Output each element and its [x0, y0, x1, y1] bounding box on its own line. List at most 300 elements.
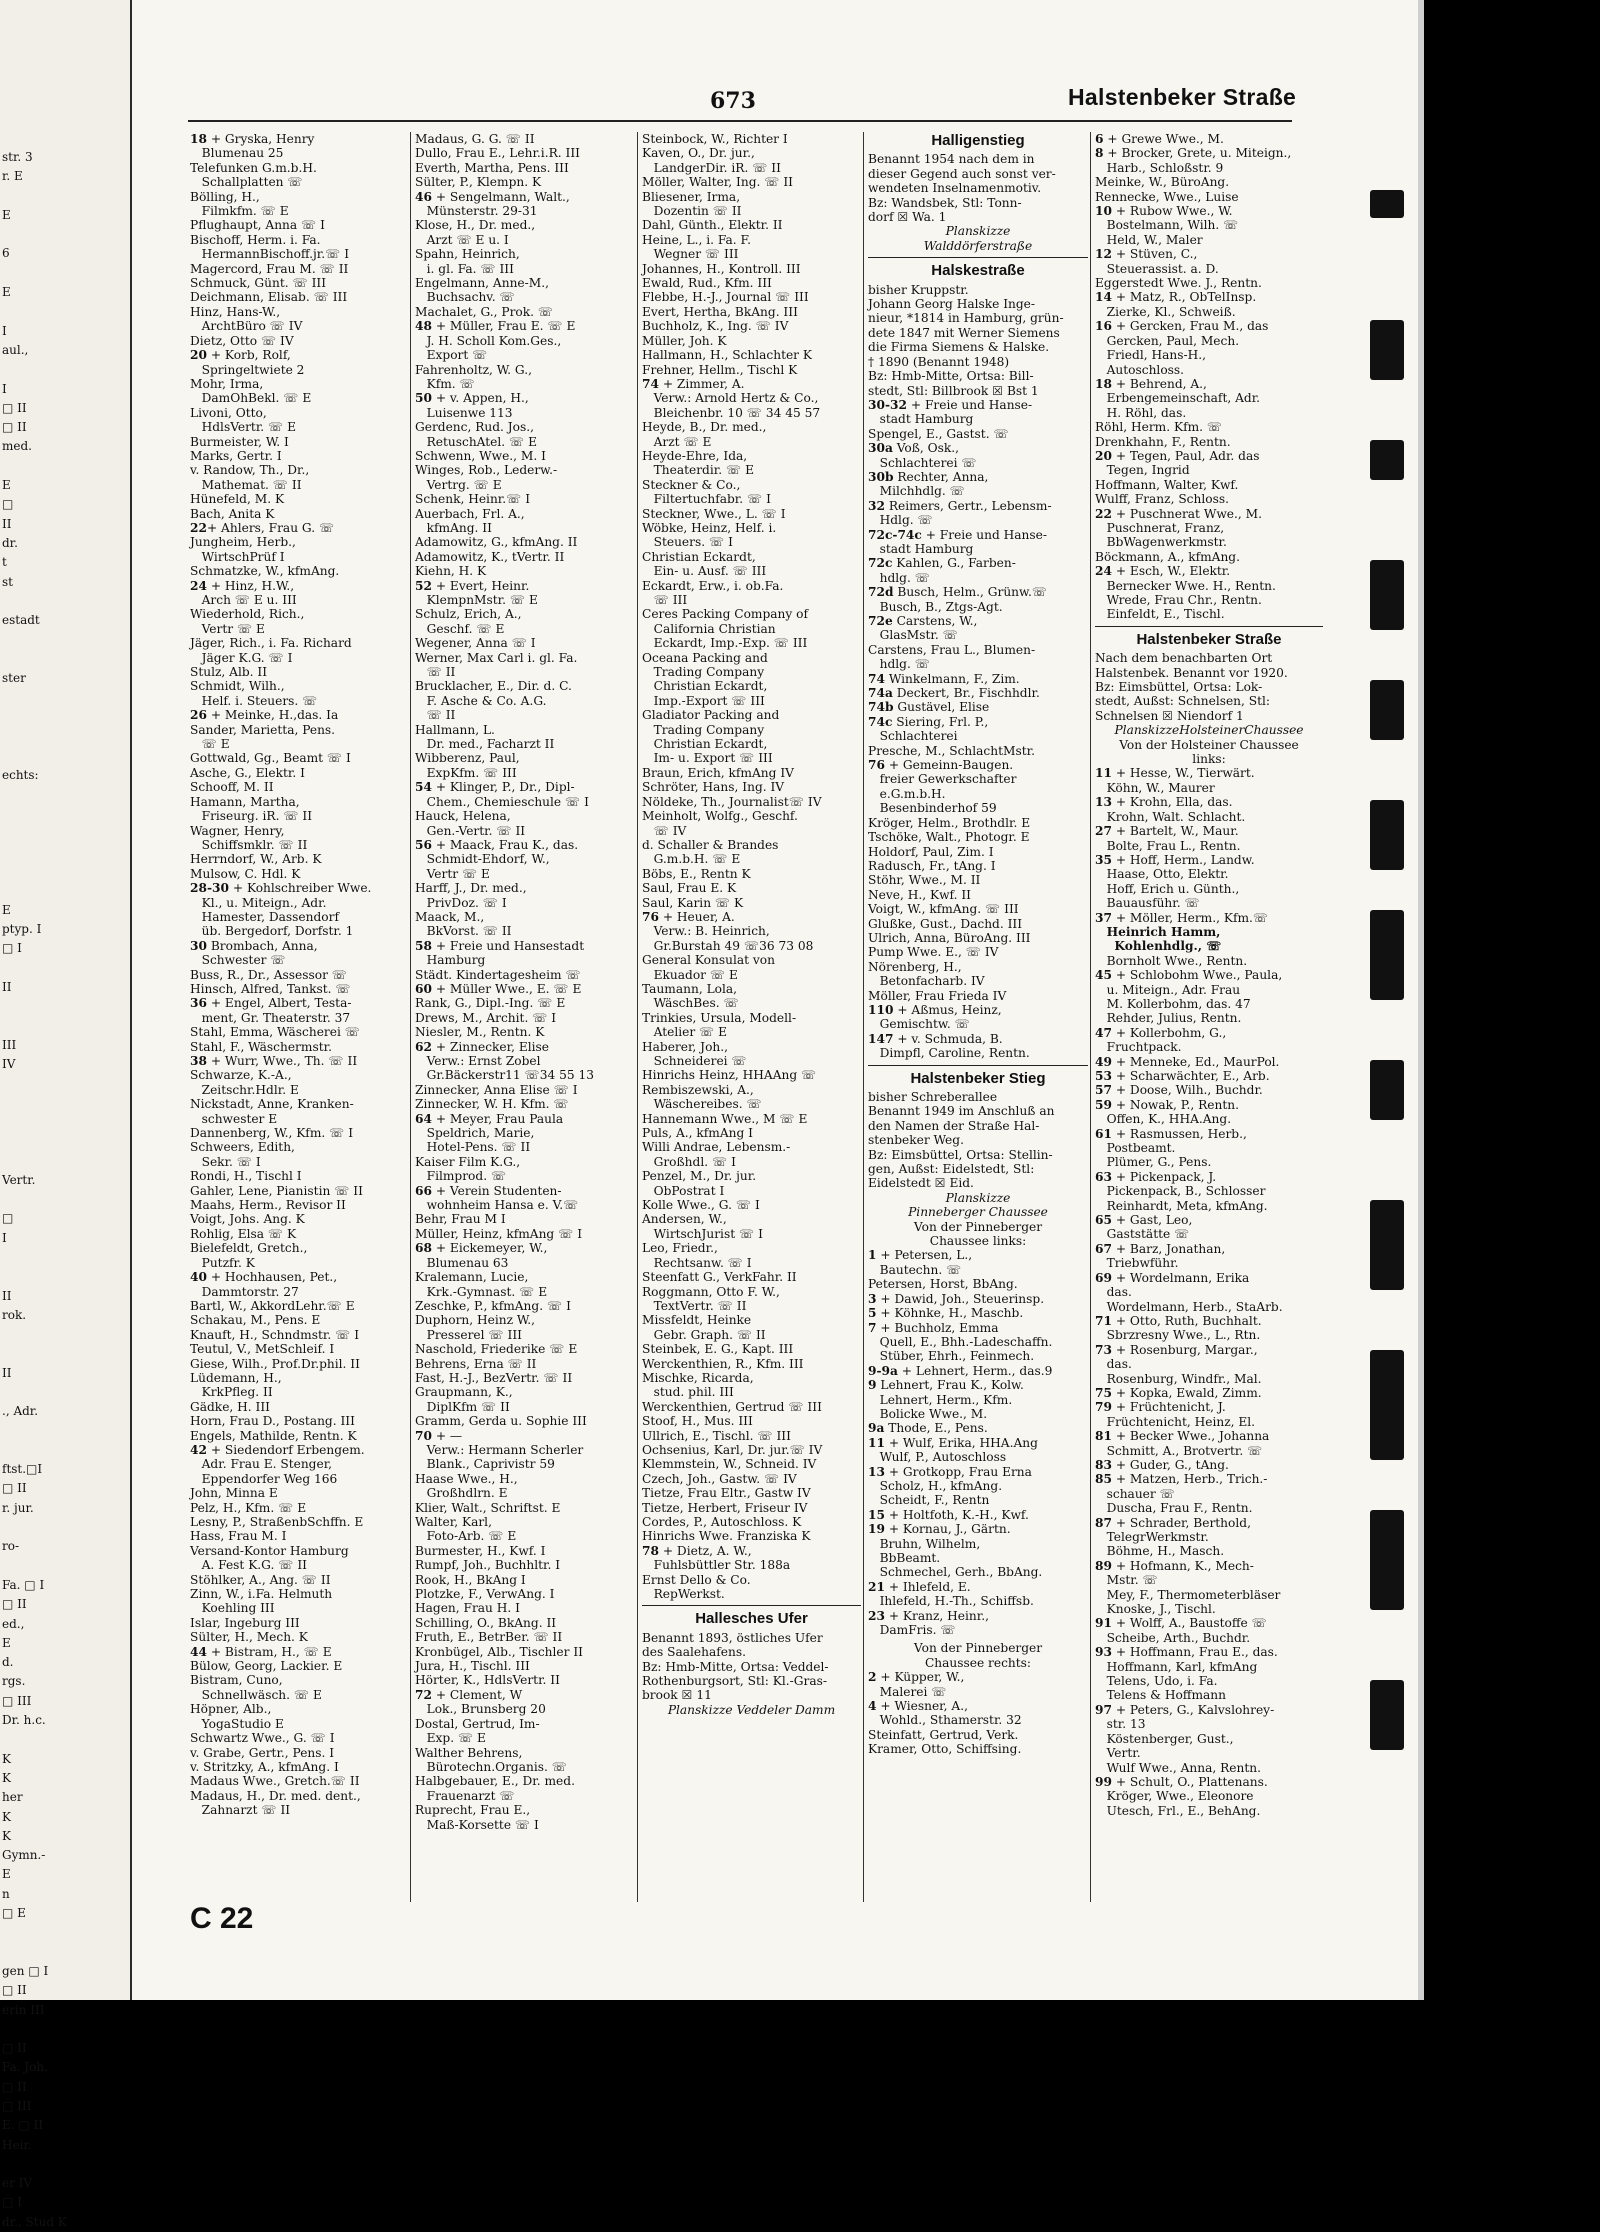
section-title-hallesches-ufer: Hallesches Ufer: [695, 1610, 808, 1628]
previous-page-lines-line: □ II: [2, 1983, 27, 1998]
column-3-entries-line: ☏ IV: [642, 823, 687, 838]
column-2-entries-line: Gerdenc, Rud. Jos.,: [415, 420, 535, 435]
column-2-entries-line: Drews, M., Archit. ☏ I: [415, 1010, 557, 1025]
section-entries-halstenbeker-strasse-line: 65 + Gast, Leo,: [1095, 1213, 1193, 1228]
previous-page-lines-line: □ III: [2, 1693, 32, 1708]
previous-page-lines-line: [0, 1151, 130, 1170]
section-entries-halskestrasse-line: GlasMstr. ☏: [868, 628, 958, 643]
previous-page-lines-line: □: [2, 497, 14, 512]
thumb-index-edge: [1370, 120, 1418, 2000]
section-entries-halskestrasse-line: 72d Busch, Helm., Grünw.☏: [868, 585, 1048, 600]
column-1-entries-line: schwester E: [190, 1111, 278, 1126]
previous-page-lines-line: [0, 2020, 130, 2039]
column-2-entries-line: Wibberenz, Paul,: [415, 751, 520, 766]
section-entries-halstenbeker-strasse-line: 91 + Wolff, A., Baustoffe ☏: [1095, 1616, 1267, 1631]
column-3-entries-line: Fuhlsbüttler Str. 188a: [642, 1558, 791, 1573]
section-entries-halskestrasse-line: Möller, Frau Frieda IV: [868, 988, 1007, 1003]
column-1-entries-line: Filmkfm. ☏ E: [190, 204, 289, 219]
column-2-entries-line: 50 + v. Appen, H.,: [415, 391, 529, 406]
section-entries-halstenbeker-strasse-line: 13 + Krohn, Ella, das.: [1095, 795, 1233, 810]
column-3-entries-line: Wöbke, Heinz, Helf. i.: [642, 520, 777, 535]
column-2-entries-line: Großhdlrn. E: [415, 1486, 508, 1501]
section-entries-halstenbeker-strasse-line: 99 + Schult, O., Plattenans.: [1095, 1774, 1268, 1789]
section-entries-halstenbeker-strasse-line: Wulf Wwe., Anna, Rentn.: [1095, 1760, 1261, 1775]
column-3-entries-line: Möller, Walter, Ing. ☏ II: [642, 175, 793, 190]
previous-page-lines-line: [0, 862, 130, 881]
column-2-entries-line: Schmidt-Ehdorf, W.,: [415, 852, 550, 867]
section-entries-halskestrasse-line: Schlachterei ☏: [868, 455, 977, 470]
previous-page-lines-line: Heir.: [2, 2137, 32, 2152]
section-body-halligenstieg-line: Bz: Wandsbek, Stl: Tonn-: [868, 195, 1022, 210]
column-1-entries-line: Mathemat. ☏ II: [190, 477, 302, 492]
column-5-top-entries-line: Zierke, Kl., Schweiß.: [1095, 304, 1236, 319]
column-1-entries-line: Voigt, Johs. Ang. K: [190, 1212, 305, 1227]
column-1-entries-line: Gädke, H. III: [190, 1399, 270, 1414]
section-entries-halstenbeker-stieg-left-line: 11 + Wulf, Erika, HHA.Ang: [868, 1435, 1038, 1450]
column-3-entries-line: Hinrichs Wwe. Franziska K: [642, 1529, 811, 1544]
section-entries-halskestrasse-line: Besenbinderhof 59: [868, 801, 997, 816]
previous-page-lines-line: n: [2, 1886, 10, 1901]
column-1-entries-line: Hass, Frau M. I: [190, 1529, 287, 1544]
column-2-entries-line: DiplKfm ☏ II: [415, 1399, 510, 1414]
section-entries-halstenbeker-stieg-left-line: 15 + Holtfoth, K.-H., Kwf.: [868, 1507, 1029, 1522]
section-body-hallesches-ufer-line: des Saalehafens.: [642, 1645, 746, 1660]
previous-page-lines-line: IV: [2, 1056, 16, 1071]
column-2-entries-line: Fahrenholtz, W. G.,: [415, 362, 532, 377]
section-entries-halstenbeker-strasse-line: das.: [1095, 1285, 1132, 1300]
section-entries-halstenbeker-strasse-line: Knoske, J., Tischl.: [1095, 1602, 1216, 1617]
column-1-entries-line: Höpner, Alb.,: [190, 1702, 272, 1717]
previous-page-lines-line: E. □ II: [2, 2118, 44, 2133]
section-entries-halstenbeker-strasse-line: Gaststätte ☏: [1095, 1227, 1190, 1242]
section-body-halskestrasse-line: stedt, Stl: Billbrook ☒ Bst 1: [868, 383, 1039, 398]
section-body-halligenstieg: [868, 152, 1088, 224]
column-1: [190, 132, 408, 1972]
column-2-entries-line: 52 + Evert, Heinr.: [415, 578, 530, 593]
column-3-entries-line: Braun, Erich, kfmAng IV: [642, 765, 794, 780]
section-note-halstenbeker-stieg: [868, 1191, 1088, 1220]
column-3-entries-line: Schröter, Hans, Ing. IV: [642, 780, 785, 795]
column-2-entries-line: Schulz, Erich, A.,: [415, 607, 522, 622]
previous-page-lines-line: [0, 1730, 130, 1749]
column-1-entries-line: 18 + Gryska, Henry: [190, 132, 315, 146]
column-1-entries-line: Schwester ☏: [190, 953, 286, 968]
section-entries-halskestrasse-line: Spengel, E., Gastst. ☏: [868, 426, 1009, 441]
column-3-entries-line: Trading Company: [642, 665, 765, 680]
previous-page-lines-line: □ I: [2, 941, 22, 956]
column-5-top-entries-line: Meinke, W., BüroAng.: [1095, 175, 1230, 190]
section-entries-halskestrasse-line: Ulrich, Anna, BüroAng. III: [868, 930, 1031, 945]
column-3-entries-line: Großhdl. ☏ I: [642, 1154, 736, 1169]
column-1-entries-line: DamOhBekl. ☏ E: [190, 391, 312, 406]
column-1-entries-line: Hamester, Dassendorf: [190, 909, 339, 924]
section-entries-halstenbeker-strasse-line: schauer ☏: [1095, 1486, 1175, 1501]
column-1-entries-line: Schmuck, Günt. ☏ III: [190, 276, 327, 291]
section-entries-halstenbeker-stieg-left-line: Bruhn, Wilhelm,: [868, 1536, 981, 1551]
section-entries-halstenbeker-strasse-line: Köhn, W., Maurer: [1095, 780, 1215, 795]
column-2-entries-line: 48 + Müller, Frau E. ☏ E: [415, 319, 576, 334]
column-5-top-entries-line: Hoffmann, Walter, Kwf.: [1095, 477, 1239, 492]
previous-page-lines-line: K: [2, 1809, 11, 1824]
column-1-entries-line: Islar, Ingeburg III: [190, 1615, 300, 1630]
column-1-entries-line: Jäger, Rich., i. Fa. Richard: [190, 636, 352, 651]
column-3-entries-line: Verw.: B. Heinrich,: [642, 924, 770, 939]
section-body-halskestrasse-line: Bz: Hmb-Mitte, Ortsa: Bill-: [868, 369, 1034, 384]
section-entries-halskestrasse-line: Dimpfl, Caroline, Rentn.: [868, 1046, 1030, 1061]
column-2-entries-line: Frauenarzt ☏: [415, 1788, 515, 1803]
column-2-entries-line: Foto-Arb. ☏ E: [415, 1529, 517, 1544]
column-3-entries-line: Saul, Karin ☏ K: [642, 895, 744, 910]
section-entries-halskestrasse-line: Gemischtw. ☏: [868, 1017, 970, 1032]
column-1-entries-line: Nickstadt, Anne, Kranken-: [190, 1097, 354, 1112]
section-entries-halstenbeker-strasse-line: Früchtenicht, Heinz, El.: [1095, 1414, 1256, 1429]
column-1-entries-line: Herrndorf, W., Arb. K: [190, 852, 322, 867]
section-entries-halstenbeker-strasse-line: 81 + Becker Wwe., Johanna: [1095, 1429, 1270, 1444]
section-entries-halstenbeker-strasse-line: 75 + Kopka, Ewald, Zimm.: [1095, 1385, 1262, 1400]
section-entries-halstenbeker-stieg-right-line: Wohld., Sthamerstr. 32: [868, 1713, 1022, 1728]
section-entries-halstenbeker-strasse-line: M. Kollerbohm, das. 47: [1095, 996, 1251, 1011]
column-2-entries-line: Presserel ☏ III: [415, 1327, 522, 1342]
column-2-entries-line: 46 + Sengelmann, Walt.,: [415, 189, 570, 204]
section-entries-halstenbeker-strasse-line: 87 + Schrader, Berthold,: [1095, 1515, 1251, 1530]
running-head-street: Halstenbeker Straße: [1068, 84, 1297, 110]
column-2-entries-line: Städt. Kindertagesheim ☏: [415, 967, 581, 982]
column-1-entries-line: Stahl, F., Wäschermstr.: [190, 1039, 332, 1054]
column-2-entries-line: Burmester, H., Kwf. I: [415, 1543, 546, 1558]
section-entries-halstenbeker-stieg-left-line: DamFris. ☏: [868, 1623, 956, 1638]
column-5: [1095, 132, 1323, 1972]
column-1-entries-line: Zahnarzt ☏ II: [190, 1803, 291, 1818]
column-1-entries-line: Schwarze, K.-A.,: [190, 1068, 292, 1083]
section-entries-halskestrasse-line: 74 Winkelmann, F., Zim.: [868, 671, 1020, 686]
column-1-entries-line: ment, Gr. Theaterstr. 37: [190, 1010, 351, 1025]
column-1-entries-line: 40 + Hochhausen, Pet.,: [190, 1270, 338, 1285]
column-3-entries-line: Dozentin ☏ II: [642, 204, 742, 219]
header-rule: [188, 120, 1292, 122]
column-2-entries-line: Engelmann, Anne-M.,: [415, 276, 549, 291]
column-1-entries-line: Friseurg. iR. ☏ II: [190, 809, 313, 824]
column-2-entries-line: Filmprod. ☏: [415, 1169, 507, 1184]
column-2-entries-line: Kronbügel, Alb., Tischler II: [415, 1644, 583, 1659]
section-entries-halstenbeker-strasse-line: Köstenberger, Gust.,: [1095, 1731, 1234, 1746]
column-2-entries-line: PrivDoz. ☏ I: [415, 895, 507, 910]
previous-page-lines-line: [0, 2155, 130, 2174]
column-2-entries-line: Zinnecker, W. H. Kfm. ☏: [415, 1097, 569, 1112]
section-entries-halskestrasse-line: 110 + Aßmus, Heinz,: [868, 1002, 1002, 1017]
section-entries-halstenbeker-strasse-line: Telens, Udo, i. Fa.: [1095, 1674, 1218, 1689]
page-number: 673: [710, 88, 756, 114]
previous-page-lines-line: [0, 302, 130, 321]
previous-page-lines-line: rok.: [2, 1307, 27, 1322]
column-3-entries-line: General Konsulat von: [642, 953, 775, 968]
column-2-entries-line: Vertr ☏ E: [415, 866, 490, 881]
column-3-entries-line: 76 + Heuer, A.: [642, 909, 735, 924]
previous-page-lines-line: 6: [2, 246, 10, 261]
page-edge: [1418, 0, 1424, 2000]
column-2-entries: [415, 132, 635, 1832]
column-3-entries-line: Steuers. ☏ I: [642, 535, 733, 550]
column-2-entries-line: Jura, H., Tischl. III: [415, 1659, 530, 1674]
column-3-entries-line: Missfeldt, Heinke: [642, 1313, 752, 1328]
column-2-entries-line: Niesler, M., Rentn. K: [415, 1025, 545, 1040]
column-1-entries-line: Knauft, H., Schndmstr. ☏ I: [190, 1327, 360, 1342]
previous-page-lines-line: [0, 688, 130, 707]
column-2-entries-line: Rook, H., BkAng I: [415, 1572, 526, 1587]
section-entries-halstenbeker-strasse-line: Böhme, H., Masch.: [1095, 1544, 1225, 1559]
previous-page-lines-line: E: [2, 1635, 11, 1650]
column-3-entries-line: Imp.-Export ☏ III: [642, 693, 765, 708]
section-entries-halstenbeker-strasse-line: 57 + Doose, Wilh., Buchdr.: [1095, 1083, 1263, 1098]
column-2-entries-line: Kaiser Film K.G.,: [415, 1154, 521, 1169]
section-entries-halstenbeker-strasse-line: Bornholt Wwe., Rentn.: [1095, 953, 1248, 968]
column-2-entries-line: Hagen, Frau H. I: [415, 1601, 520, 1616]
column-1-entries-line: Schmidt, Wilh.,: [190, 679, 285, 694]
column-1-entries-line: Madaus, H., Dr. med. dent.,: [190, 1788, 361, 1803]
previous-page-lines-line: □ II: [2, 2041, 27, 2056]
column-2-entries-line: Wegener, Anna ☏ I: [415, 636, 536, 651]
previous-page-lines-line: er IV: [2, 2176, 33, 2191]
section-body-halstenbeker-stieg-line: Benannt 1949 im Anschluß an: [868, 1104, 1055, 1119]
column-3-entries-line: stud. phil. III: [642, 1385, 734, 1400]
column-3-entries-line: Ein- u. Ausf. ☏ III: [642, 564, 767, 579]
section-entries-halskestrasse-line: 30b Rechter, Anna,: [868, 469, 989, 484]
section-entries-halskestrasse-line: 147 + v. Schmuda, B.: [868, 1031, 1003, 1046]
column-2-entries-line: Maß-Korsette ☏ I: [415, 1817, 539, 1832]
section-entries-halstenbeker-strasse-line: 27 + Bartelt, W., Maur.: [1095, 824, 1239, 839]
previous-page-lines-line: ed.,: [2, 1616, 25, 1631]
section-entries-halskestrasse-line: 74a Deckert, Br., Fischhdlr.: [868, 686, 1040, 701]
previous-page-lines-line: Vertr.: [2, 1172, 36, 1187]
column-3-entries-line: Christian Eckardt,: [642, 679, 768, 694]
section-body-halstenbeker-stieg-line: den Namen der Straße Hal-: [868, 1118, 1040, 1133]
column-2-entries-line: Duphorn, Heinz W.,: [415, 1313, 536, 1328]
column-1-entries-line: v. Randow, Th., Dr.,: [190, 463, 310, 478]
previous-page-lines-line: [0, 1923, 130, 1942]
column-1-entries-line: Kl., u. Miteign., Adr.: [190, 895, 327, 910]
section-entries-halskestrasse-line: Voigt, W., kfmAng. ☏ III: [868, 902, 1019, 917]
section-entries-halstenbeker-strasse-line: Bolte, Frau L., Rentn.: [1095, 838, 1241, 853]
previous-page-lines-line: [0, 650, 130, 669]
section-body-halstenbeker-stieg-line: gen, Außst: Eidelstedt, Stl:: [868, 1162, 1035, 1177]
section-sub-left-line: Chaussee links:: [929, 1234, 1027, 1249]
section-entries-halskestrasse-line: Holdorf, Paul, Zim. I: [868, 844, 994, 859]
column-2-entries-line: 62 + Zinnecker, Elise: [415, 1039, 550, 1054]
column-2-entries-line: 60 + Müller Wwe., E. ☏ E: [415, 981, 582, 996]
column-3-entries-line: Saul, Frau E. K: [642, 881, 737, 896]
column-5-top-entries-line: Harb., Schloßstr. 9: [1095, 160, 1224, 175]
column-2-entries-line: Schwenn, Wwe., M. I: [415, 448, 546, 463]
previous-page-lines-line: [0, 1248, 130, 1267]
section-sub-left-line: Von der Pinneberger: [913, 1219, 1043, 1234]
section-entries-halskestrasse-line: e.G.m.b.H.: [868, 786, 946, 801]
column-3-entries-line: Eckardt, Erw., i. ob.Fa.: [642, 578, 784, 593]
column-3-entries-line: Willi Andrae, Lebensm.-: [642, 1140, 791, 1155]
column-1-entries-line: Mohr, Irma,: [190, 376, 264, 391]
column-2-entries-line: Dr. med., Facharzt II: [415, 737, 555, 752]
column-1-entries-line: Springeltwiete 2: [190, 362, 305, 377]
column-5-top-entries-line: Autoschloss.: [1095, 362, 1185, 377]
column-3-entries-line: ObPostrat I: [642, 1183, 725, 1198]
previous-page-lines-line: rgs.: [2, 1674, 26, 1689]
column-2: [415, 132, 635, 1972]
previous-page-lines-line: □ II: [2, 1597, 27, 1612]
section-rule: [868, 257, 1088, 258]
column-2-entries-line: Zinnecker, Anna Elise ☏ I: [415, 1082, 578, 1097]
column-3-entries-line: Rechtsanw. ☏ I: [642, 1255, 752, 1270]
previous-page-lines-line: gen □ I: [2, 1963, 49, 1978]
section-entries-halstenbeker-stieg-left-line: 19 + Kornau, J., Gärtn.: [868, 1522, 1011, 1537]
previous-page-lines-line: [0, 804, 130, 823]
section-entries-halskestrasse-line: stadt Hamburg: [868, 412, 974, 427]
column-3-entries-line: Atelier ☏ E: [642, 1025, 728, 1040]
column-1-entries-line: A. Fest K.G. ☏ II: [190, 1558, 307, 1573]
section-entries-halskestrasse-line: hdlg. ☏: [868, 570, 930, 585]
section-entries-halstenbeker-strasse-line: Rosenburg, Windfr., Mal.: [1095, 1371, 1262, 1386]
section-entries-halstenbeker-strasse-line: 45 + Schlobohm Wwe., Paula,: [1095, 968, 1283, 983]
column-1-entries-line: Schmatzke, W., kfmAng.: [190, 564, 340, 579]
section-note-halligenstieg-line: Walddörferstraße: [923, 238, 1033, 253]
column-5-top-entries-line: Wulff, Franz, Schloss.: [1095, 492, 1229, 507]
column-1-entries-line: Schnellwäsch. ☏ E: [190, 1687, 322, 1702]
column-2-entries-line: Bürotechn.Organis. ☏: [415, 1759, 567, 1774]
section-entries-halstenbeker-stieg-left-line: Stüber, Ehrh., Feinmech.: [868, 1349, 1035, 1364]
previous-page-lines-line: [0, 1422, 130, 1441]
column-1-entries-line: v. Stritzky, A., kfmAng. I: [190, 1759, 339, 1774]
column-5-top-entries-line: Drenkhahn, F., Rentn.: [1095, 434, 1231, 449]
section-entries-halstenbeker-strasse: [1095, 766, 1323, 1818]
section-entries-halstenbeker-strasse-line: 63 + Pickenpack, J.: [1095, 1169, 1217, 1184]
section-entries-halskestrasse-line: Kröger, Helm., Brothdlr. E: [868, 815, 1031, 830]
previous-page-strip: [0, 0, 132, 2229]
column-2-entries-line: Graupmann, K.,: [415, 1385, 513, 1400]
column-1-entries-line: Schiffsmklr. ☏ II: [190, 837, 308, 852]
column-2-entries-line: 56 + Maack, Frau K., das.: [415, 837, 579, 852]
column-2-entries-line: 68 + Eickemeyer, W.,: [415, 1241, 548, 1256]
column-3-entries-line: Bliesener, Irma,: [642, 189, 741, 204]
column-5-top-entries-line: Eggerstedt Wwe. J., Rentn.: [1095, 276, 1262, 291]
section-entries-halskestrasse-line: 72c-74c + Freie und Hanse-: [868, 527, 1047, 542]
section-entries-halstenbeker-stieg-left-line: 13 + Grotkopp, Frau Erna: [868, 1464, 1032, 1479]
section-entries-halstenbeker-strasse-line: 35 + Hoff, Herm., Landw.: [1095, 852, 1255, 867]
column-5-top-entries-line: 12 + Stüven, C.,: [1095, 247, 1198, 262]
previous-page-lines-line: K: [2, 1770, 11, 1785]
previous-page-lines-line: I: [2, 1230, 7, 1245]
column-3-entries-line: Puls, A., kfmAng I: [642, 1126, 753, 1141]
previous-page-lines-line: II: [2, 1365, 12, 1380]
column-2-entries-line: Klose, H., Dr. med.,: [415, 218, 536, 233]
column-2-entries-line: Auerbach, Frl. A.,: [415, 506, 525, 521]
column-5-top-entries-line: 22 + Puschnerat Wwe., M.: [1095, 506, 1262, 521]
previous-page-lines-line: II: [2, 979, 12, 994]
previous-page-lines-line: □ E: [2, 1906, 26, 1921]
section-entries-halstenbeker-stieg-right-line: Malerei ☏: [868, 1684, 947, 1699]
section-entries-halskestrasse-line: 74b Gustävel, Elise: [868, 700, 990, 715]
previous-page-lines-line: □ III: [2, 2098, 32, 2113]
previous-page-lines-line: K: [2, 1751, 11, 1766]
column-2-entries-line: Plotzke, F., VerwAng. I: [415, 1587, 555, 1602]
previous-page-lines-line: r. E: [2, 169, 23, 184]
section-entries-halstenbeker-strasse-line: 71 + Otto, Ruth, Buchhalt.: [1095, 1313, 1262, 1328]
column-2-entries-line: Hamburg: [415, 953, 486, 968]
previous-page-lines-line: E: [2, 1867, 11, 1882]
section-body-hallesches-ufer-line: Benannt 1893, östliches Ufer: [642, 1630, 823, 1645]
section-entries-halstenbeker-strasse-line: Fruchtpack.: [1095, 1040, 1182, 1055]
section-body-halskestrasse-line: † 1890 (Benannt 1948): [868, 354, 1010, 369]
column-3-entries-line: Arzt ☏ E: [642, 434, 712, 449]
column-1-entries-line: 44 + Bistram, H., ☏ E: [190, 1644, 332, 1659]
column-3-entries-line: Heine, L., i. Fa. F.: [642, 232, 751, 247]
column-3-entries-line: Werckenthien, R., Kfm. III: [642, 1356, 804, 1371]
section-entries-halskestrasse-line: Milchhdlg. ☏: [868, 484, 965, 499]
column-5-top-entries-line: Steuerassist. a. D.: [1095, 261, 1219, 276]
column-2-entries-line: ExpKfm. ☏ III: [415, 765, 517, 780]
previous-page-lines-line: Gymn.-: [2, 1848, 46, 1863]
column-3-entries-line: Hannemann Wwe., M ☏ E: [642, 1111, 808, 1126]
column-2-entries-line: Haase Wwe., H.,: [415, 1471, 518, 1486]
section-entries-halskestrasse-line: Schlachterei: [868, 729, 958, 744]
column-2-entries-line: Gen.-Vertr. ☏ II: [415, 823, 526, 838]
section-body-halligenstieg-line: Benannt 1954 nach dem in: [868, 152, 1035, 167]
column-2-entries-line: Lok., Brunsberg 20: [415, 1702, 546, 1717]
section-entries-halstenbeker-strasse-line: Haase, Otto, Elektr.: [1095, 867, 1229, 882]
column-3-entries-line: Werckenthien, Gertrud ☏ III: [642, 1399, 822, 1414]
column-3-entries-line: Rembiszewski, A.,: [642, 1082, 754, 1097]
section-body-halstenbeker-stieg-line: Bz: Eimsbüttel, Ortsa: Stellin-: [868, 1147, 1053, 1162]
section-entries-halstenbeker-strasse-line: 53 + Scharwächter, E., Arb.: [1095, 1069, 1270, 1083]
previous-page-lines-line: Fa. Joh.: [2, 2060, 48, 2075]
column-1-entries-line: Bischoff, Herm. i. Fa.: [190, 232, 321, 247]
column-3-entries-line: Ernst Dello & Co.: [642, 1572, 751, 1587]
section-entries-halskestrasse-line: 76 + Gemeinn-Baugen.: [868, 758, 1014, 773]
section-entries-halstenbeker-stieg-right-line: 2 + Küpper, W.,: [868, 1670, 965, 1685]
column-1-entries-line: Buss, R., Dr., Assessor ☏: [190, 967, 348, 982]
previous-page-lines-line: Dr. h.c.: [2, 1713, 46, 1728]
previous-page-lines-line: [0, 1074, 130, 1093]
column-2-entries-line: Rumpf, Joh., Buchhltr. I: [415, 1558, 561, 1573]
section-entries-halstenbeker-stieg-left-line: 5 + Köhnke, H., Maschb.: [868, 1306, 1024, 1321]
column-3-entries-line: Haberer, Joh.,: [642, 1039, 729, 1054]
column-1-entries-line: Dietz, Otto ☏ IV: [190, 333, 294, 348]
section-entries-halstenbeker-strasse-line: Schmitt, A., Brotvertr. ☏: [1095, 1443, 1263, 1458]
column-1-entries-line: Lesny, P., StraßenbSchffn. E: [190, 1515, 364, 1529]
column-1-entries-line: Madaus Wwe., Gretch.☏ II: [190, 1774, 360, 1789]
column-3-entries-line: Cordes, P., Autoschloss. K: [642, 1515, 802, 1529]
column-3-entries-line: Heyde-Ehre, Ida,: [642, 448, 748, 463]
section-entries-halstenbeker-strasse-line: 11 + Hesse, W., Tierwärt.: [1095, 766, 1255, 781]
section-entries-halstenbeker-strasse-line: Hoff, Erich u. Günth.,: [1095, 881, 1240, 896]
column-5-top-entries-line: 20 + Tegen, Paul, Adr. das: [1095, 448, 1260, 463]
column-2-entries-line: Gramm, Gerda u. Sophie III: [415, 1414, 587, 1429]
column-3-entries-line: Heyde, B., Dr. med.,: [642, 420, 767, 435]
column-2-entries-line: Rank, G., Dipl.-Ing. ☏ E: [415, 996, 566, 1011]
previous-page-lines-line: [0, 708, 130, 727]
column-1-entries-line: Dammtorstr. 27: [190, 1284, 299, 1299]
column-2-entries-line: Schenk, Heinr.☏ I: [415, 492, 531, 507]
column-2-entries-line: Export ☏: [415, 348, 488, 363]
section-entries-halskestrasse-line: 32 Reimers, Gertr., Lebensm-: [868, 498, 1052, 513]
section-entries-halstenbeker-stieg-left-line: Lehnert, Herm., Kfm.: [868, 1392, 1013, 1407]
column-2-entries-line: Walter, Karl,: [415, 1515, 492, 1529]
column-5-top-entries-line: Rennecke, Wwe., Luise: [1095, 189, 1239, 204]
column-3-entries-line: Steinbock, W., Richter I: [642, 132, 788, 146]
section-entries-halstenbeker-strasse-line: Mstr. ☏: [1095, 1573, 1158, 1588]
column-1-entries-line: Versand-Kontor Hamburg: [190, 1543, 349, 1558]
column-1-entries-line: Livoni, Otto,: [190, 405, 267, 420]
section-entries-halstenbeker-stieg-left-line: 9-9a + Lehnert, Herm., das.9: [868, 1363, 1053, 1378]
column-2-entries-line: Brucklacher, E., Dir. d. C.: [415, 679, 572, 694]
section-note-hallesches-ufer: Planskizze Veddeler Damm: [667, 1702, 836, 1717]
column-1-entries-line: KrkPfleg. II: [190, 1385, 273, 1400]
